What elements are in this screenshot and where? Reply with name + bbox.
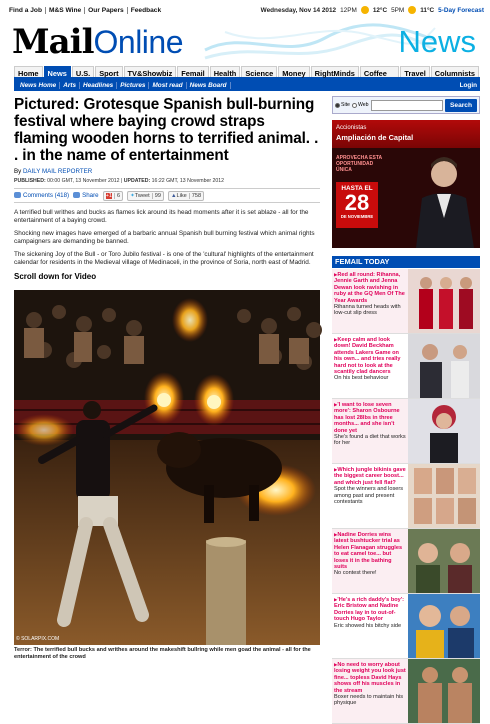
list-item-thumbnail[interactable] <box>408 594 480 658</box>
subnav-news-board[interactable]: News Board <box>187 82 231 89</box>
ad-month: DE NOVIEMBRE <box>340 214 374 219</box>
weather-temp-1: 12°C <box>372 6 388 14</box>
bull-festival-image <box>14 290 320 645</box>
scroll-for-video: Scroll down for Video <box>14 271 97 281</box>
weather-strip <box>261 6 484 14</box>
sub-nav <box>14 80 480 91</box>
nav-coffee-break[interactable]: Coffee <box>360 66 399 77</box>
article-dates: PUBLISHED: 00:00 GMT, 13 November 2012 | UPDATED: 16:22 GMT, 13 November 2012 <box>14 178 225 184</box>
list-item-sub: Rihanna turned heads with low-cut slip dress <box>334 304 401 317</box>
published-date: 00:00 GMT, 13 November 2012 <box>47 178 120 184</box>
advertisement[interactable] <box>332 120 480 248</box>
list-item[interactable] <box>332 334 480 399</box>
sidebar <box>332 96 480 724</box>
weather-time-1: 12PM <box>340 6 357 14</box>
search-site-radio[interactable]: Site <box>335 102 350 108</box>
nav-femail[interactable]: Femail <box>177 66 208 77</box>
top-links <box>6 7 164 14</box>
list-item-headline[interactable]: ▶ Nadine Dorries wins latest bushtucker trial as Helen Flanagan struggles to eat camel toe... but loses it in the bathing suits <box>334 532 406 570</box>
ad-man-image <box>404 148 480 248</box>
forecast-link[interactable]: 5-Day Forecast <box>438 6 484 14</box>
list-item[interactable] <box>332 269 480 334</box>
tweet-button[interactable]: ✦ Tweet 99 <box>127 191 164 201</box>
ad-date-box <box>336 182 378 228</box>
list-item[interactable] <box>332 464 480 529</box>
login-link[interactable]: Login <box>459 82 477 89</box>
twitter-bird-icon: ✦ <box>130 192 135 199</box>
search-input[interactable] <box>371 100 443 111</box>
article-paragraph-3: The sickening Joy of the Bull - or Toro Jubilo festival - is one of the 'cultural' highlights of the entertainment calendar for residents in the Medieval village of Medinaceli, in the province of Soria, north east of Madrid. <box>14 251 314 266</box>
like-button[interactable]: ▲ Like 758 <box>168 191 204 201</box>
main-nav <box>14 66 480 80</box>
nav-sport[interactable]: Sport <box>95 66 122 77</box>
sun-icon <box>361 6 369 14</box>
comment-icon <box>14 192 21 198</box>
list-item-headline[interactable]: ▶ Red all round: Rihanna, Jennie Garth and Jenna Dewan look ravishing in ruby at the GQ Men Of The Year Awards <box>334 272 406 304</box>
search-web-radio[interactable]: Web <box>352 102 369 108</box>
article <box>14 96 320 281</box>
list-item-sub: She's found a diet that works for her <box>334 434 406 447</box>
femail-today-header: FEMAIL TODAY <box>332 256 480 268</box>
weather-time-2: 5PM <box>391 6 405 14</box>
facebook-like-icon: ▲ <box>170 192 177 199</box>
radio-icon <box>352 103 357 108</box>
subnav-most-read[interactable]: Most read <box>149 82 186 89</box>
nav-money[interactable]: Money <box>278 66 309 77</box>
list-item-thumbnail[interactable] <box>408 529 480 593</box>
share-icon <box>73 192 80 198</box>
list-item-headline[interactable]: ▶ No need to worry about losing weight you look just fine... topless David Hays shows off his muscles in the stream <box>334 662 406 694</box>
nav-us[interactable]: U.S. <box>72 66 94 77</box>
nav-science[interactable]: Science <box>241 66 277 77</box>
list-item-headline[interactable]: ▶ Keep calm and look down! David Beckham attends Lakers Game on his own... and tries really hard not to look at the scantily clad dancers <box>334 337 406 375</box>
ad-brand: Accionistas <box>336 125 367 131</box>
ad-title: Ampliación de Capital <box>336 133 414 142</box>
sun-icon <box>408 6 416 14</box>
ad-day: 28 <box>344 190 370 215</box>
share-link[interactable]: Share <box>73 192 99 199</box>
list-item-thumbnail[interactable] <box>408 464 480 528</box>
ad-hasta: HASTA EL <box>341 185 373 192</box>
updated-label: UPDATED: <box>123 178 151 184</box>
logo-mail: Mail <box>12 22 94 62</box>
subnav-headlines[interactable]: Headlines <box>80 82 117 89</box>
list-item-headline[interactable]: ▶ 'I want to lose seven more': Sharon Osbourne has lost 28lbs in three months... and she isn't done yet <box>334 402 406 434</box>
list-item-headline[interactable]: ▶ 'He's a rich daddy's boy': Eric Bristow and Nadine Dorries lay in to out-of-touch Hugo Taylor <box>334 597 406 623</box>
nav-news[interactable]: News <box>44 66 71 77</box>
top-link-feedback[interactable]: Feedback <box>130 6 162 14</box>
like-count: 758 <box>189 193 201 199</box>
list-item[interactable] <box>332 399 480 464</box>
article-photo[interactable] <box>14 290 320 645</box>
photo-credit: © SOLARPIX.COM <box>16 636 60 642</box>
site-header <box>0 20 490 65</box>
updated-date: 16:22 GMT, 13 November 2012 <box>151 178 225 184</box>
article-headline: Pictured: Grotesque Spanish bull-burning festival where baying crowd straps flaming wooden horns to terrified animal. . . in the name of entertainment <box>14 96 319 164</box>
nav-home[interactable]: Home <box>14 66 43 77</box>
nav-travel[interactable]: Travel <box>400 66 429 77</box>
search-button[interactable]: Search <box>445 99 477 112</box>
gplus-icon: +1 <box>105 192 112 199</box>
byline-prefix: By <box>14 168 22 175</box>
subnav-news-home[interactable]: News Home <box>17 82 60 89</box>
site-logo[interactable] <box>12 22 183 62</box>
section-title: News <box>398 24 476 59</box>
article-paragraph-1: A terrified bull writhes and bucks as flames lick around its head moments after it is set ablaze - all for the entertainment of a baying crowd. <box>14 209 309 224</box>
list-item[interactable] <box>332 659 480 724</box>
list-item-headline[interactable]: ▶ Which jungle bikinis gave the biggest career boost... and which just fell flat? <box>334 467 406 486</box>
top-utility-bar <box>0 0 490 20</box>
search-box <box>332 96 480 114</box>
list-item-thumbnail[interactable] <box>408 399 480 463</box>
byline <box>14 168 320 175</box>
author-link[interactable]: DAILY MAIL REPORTER <box>22 168 93 175</box>
nav-tv-showbiz[interactable]: TV&Showbiz <box>124 66 177 77</box>
nav-rightminds[interactable]: RightMinds <box>311 66 359 77</box>
list-item[interactable] <box>332 594 480 659</box>
top-link-find-a-job[interactable]: Find a Job <box>6 7 46 14</box>
published-label: PUBLISHED: <box>14 178 46 184</box>
list-item-sub: No contest there! <box>334 570 377 577</box>
logo-online: Online <box>93 24 183 60</box>
current-date: Wednesday, Nov 14 2012 <box>260 6 337 14</box>
list-item[interactable] <box>332 529 480 594</box>
list-item-sub: Boxer needs to maintain his physique <box>334 694 404 707</box>
tweet-count: 99 <box>152 193 161 199</box>
femail-list <box>332 269 480 724</box>
gplus-count: 6 <box>114 193 120 199</box>
list-item-thumbnail[interactable] <box>408 659 480 723</box>
nav-columnists[interactable]: Columnists <box>431 66 479 77</box>
list-item-sub: On his best behaviour <box>334 375 389 382</box>
list-item-thumbnail[interactable] <box>408 334 480 398</box>
nav-health[interactable]: Health <box>210 66 241 77</box>
list-item-sub: Spot the winners and losers among past and present contestants <box>334 486 404 506</box>
article-paragraph-2: Shocking new images have emerged of a barbaric annual Spanish bull burning festival which animal rights campaigners are demanding be banned. <box>14 230 315 245</box>
list-item-thumbnail[interactable] <box>408 269 480 333</box>
share-bar <box>14 188 320 203</box>
top-link-ms-wine[interactable]: M&S Wine <box>46 7 85 14</box>
list-item-sub: Eric showed his bitchy side <box>334 622 402 629</box>
radio-selected-icon <box>335 103 340 108</box>
subnav-arts[interactable]: Arts <box>60 82 80 89</box>
top-link-our-papers[interactable]: Our Papers <box>85 7 128 14</box>
comments-link[interactable]: Comments (418) <box>14 192 69 199</box>
ad-note: APROVECHA ESTA OPORTUNIDAD ÚNICA <box>336 155 382 173</box>
subnav-pictures[interactable]: Pictures <box>117 82 149 89</box>
photo-caption: Terror: The terrified bull bucks and writhes around the makeshift bullring while men goad the animal - all for the entertainment of the crowd <box>14 647 311 660</box>
weather-temp-2: 11°C <box>420 6 435 14</box>
gplus-button[interactable] <box>103 191 124 201</box>
